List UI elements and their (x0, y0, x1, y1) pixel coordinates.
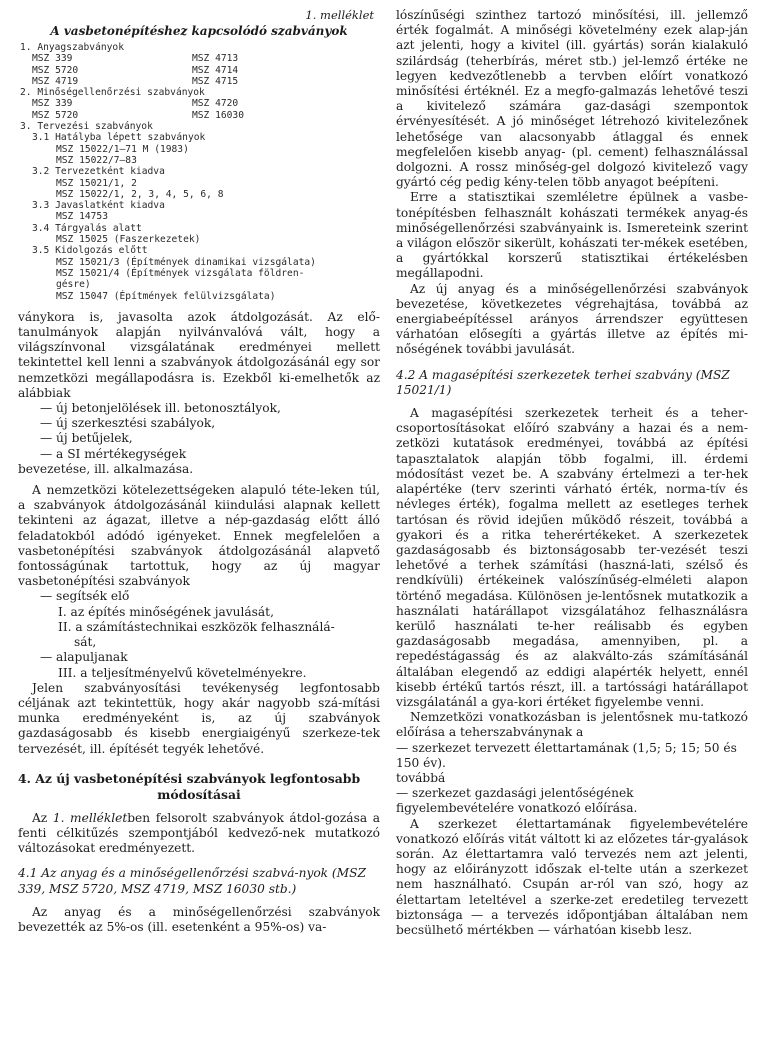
list-item: — alapuljanak (40, 650, 128, 665)
list-row: MSZ 5720 MSZ 16030 (32, 109, 244, 121)
right-column (396, 8, 748, 938)
list-continuation: figyelembevételére vonatkozó előírása. (396, 801, 638, 816)
list-row: MSZ 4719 MSZ 4715 (32, 75, 239, 87)
list-item: — a SI mértékegységek (40, 446, 187, 461)
paragraph: lószínűségi szinthez tartozó minősítési, ill. jellemző érték fogalmát. A minőségi követelmény ezek alap-ján azt jelenti, hogy a kivitel (ill. gyártás) során kialakuló szilárdság (teherbírás, méret stb.) jel-lemző értéke ne legyen kedvezőtlenebb a tervben előírt vonatkozó minősítési értéknél. Ez a megfo-galmazás lehetővé teszi a kivitelező számára gaz-dasági szempontok érvényesítését. A jó minőséget létrehozó kivitelezőnek lehetősége van alacsonyabb átlaggal és ennek megfelelően kisebb anyag- (pl. cement) felhasználással dolgozni. A rossz minőség-gel dolgozó kivitelező vagy gyártó cég pedig kény-telen több anyagot beépíteni. (396, 8, 748, 190)
group-heading: 3. Tervezési szabványok (20, 121, 153, 133)
paragraph: Az anyag és a minőségellenőrzési szabványok bevezették az 5%-os (ill. esetenként a 95%-os) va- (18, 904, 380, 934)
standards-list (18, 42, 380, 302)
paragraph: A szerkezet élettartamának figyelembevételére vonatkozó előírás vitát váltott ki az előzetes tár-gyalások során. Az élettartamra való tervezés nem azt jelenti, hogy az előirányzott időszak el-telte után a szerkezet nem használható. Csupán ar-ról van szó, hogy az élettartam leteltével a szerke-zet eredetileg tervezett biztonsága — a tervezés időpontjában általában nem becsülhető mértékben — várhatóan kisebb lesz. (396, 816, 748, 937)
list-connector: továbbá (396, 770, 446, 785)
standards-list-title: A vasbetonépítéshez kapcsolódó szabványok (50, 24, 348, 38)
list-item: — szerkezet gazdasági jelentőségének (396, 786, 634, 801)
list-item: MSZ 15021/1, 2 (56, 177, 137, 189)
group-heading: 2. Minőségellenőrzési szabványok (20, 87, 205, 99)
subsection-heading: 4.2 A magasépítési szerkezetek terhei szabvány (MSZ 15021/1) (396, 367, 730, 397)
subgroup-heading: 3.2 Tervezetként kiadva (32, 166, 165, 178)
list-row: MSZ 5720 MSZ 4714 (32, 64, 239, 76)
subgroup-heading: 3.1 Hatályba lépett szabványok (32, 132, 206, 144)
section-heading: 4. Az új vasbetonépítési szabványok legfontosabb (18, 770, 361, 786)
list-row: MSZ 339 MSZ 4713 (32, 53, 239, 65)
list-item: MSZ 15022/7—83 (56, 154, 137, 166)
paragraph: Az új anyag és a minőségellenőrzési szabványok bevezetése, következetes végrehajtása, továbbá az energiabeépítéssel arányos árrendszer együttesen várhatóan elősegíti a gyártás illetve az építés mi-nőségének további javulását. (396, 281, 748, 357)
list-item: MSZ 15021/3 (Építmények dinamikai vizsgálata) (56, 256, 316, 268)
list-item: MSZ 15047 (Építmények felülvizsgálata) (56, 290, 276, 302)
list-item: MSZ 15022/1, 2, 3, 4, 5, 6, 8 (56, 188, 224, 200)
list-item-continuation: gésre) (56, 279, 91, 291)
paragraph: ványkora is, javasolta azok átdolgozását. Az elő-tanulmányok alapján nyilvánvalóvá vált, hogy a világszínvonal vizsgálatának eredményei mellett tekintettel kell lenni a szabványok átdolgozásánál egy sor nemzetközi megállapodásra is. Ezekből ki-emelhetők az alábbiak (18, 309, 380, 400)
list-continuation: bevezetése, ill. alkalmazása. (18, 461, 194, 476)
list-item: III. a teljesítményelvű követelményekre. (58, 665, 307, 680)
list-item: MSZ 15025 (Faszerkezetek) (56, 234, 201, 246)
subgroup-heading: 3.4 Tárgyalás alatt (32, 222, 142, 234)
left-column (18, 8, 380, 935)
list-item: — új szerkesztési szabályok, (40, 416, 216, 431)
list-item: — új betűjelek, (40, 431, 133, 446)
list-item: MSZ 15021/4 (Építmények vizsgálata földren- (56, 267, 305, 279)
list-item: MSZ 14753 (56, 211, 108, 223)
list-row: MSZ 339 MSZ 4720 (32, 98, 239, 110)
list-item: — új betonjelölések ill. betonosztályok, (40, 401, 281, 416)
paragraph: Erre a statisztikai szemléletre épülnek a vasbe-tonépítésben felhasznált kohászati termékek anyag-és minőségellenőrzési szabványaink is. Ismereteink szerint a világon először sikerült, kohászati ter-mékek esetében, a gyártókkal korszerű statisztikai értékelésben megállapodni. (396, 190, 748, 281)
annex-label: 1. melléklet (305, 8, 374, 22)
list-item-continuation: sát, (74, 635, 97, 650)
subsection-heading: 4.1 Az anyag és a minőségellenőrzési szabvá-nyok (MSZ 339, MSZ 5720, MSZ 4719, MSZ 16030 stb.) (18, 866, 366, 896)
list-item: — segítsék elő (40, 589, 130, 604)
list-item: I. az építés minőségének javulását, (58, 604, 274, 619)
list-item: MSZ 15022/1—71 M (1983) (56, 143, 189, 155)
subgroup-heading: 3.3 Javaslatként kiadva (32, 200, 165, 212)
paragraph: Jelen szabványosítási tevékenység legfontosabb céljának azt tekintettük, hogy akár nagyobb szá-mítási munka eredményeként is, az új szabványok gazdaságosabb és kisebb energiaigényű szerkeze-tek tervezését, ill. építését tegyék lehetővé. (18, 680, 380, 756)
paragraph: Nemzetközi vonatkozásban is jelentősnek mu-tatkozó előírása a teherszabványnak a (396, 710, 748, 740)
list-item: II. a számítástechnikai eszközök felhasználá- (58, 619, 335, 634)
paragraph: Az 1. mellékletben felsorolt szabványok átdol-gozása a fenti célkitűzés szempontjából kedvező-nek mutatkozó változásokat eredményezett. (18, 810, 380, 856)
section-heading-continuation: módosításai (157, 786, 241, 802)
list-item: — szerkezet tervezett élettartamának (1,5; 5; 15; 50 és 150 év). (396, 740, 737, 770)
subgroup-heading: 3.5 Kidolgozás előtt (32, 245, 148, 257)
paragraph: A magasépítési szerkezetek terheit és a teher-csoportosításokat előíró szabvány a hazai és a nem-zetközi kutatások eredményei, továbbá az építési tapasztalatok alapján több fogalmi, ill. érdemi módosítást vezet be. A szabvány értelmezi a ter-hek alapértéke (terv szerinti várható érték, norma-tív és névleges érték), fogalma mellett az esetleges terhek tartósan és rövid idejűen működő részeit, továbbá a gyakori és a ritka teherértékeket. A szerkezetek gazdaságosabb és biztonságosabb ter-vezését teszi lehetővé a terhek számítási (haszná-lati, szélső és rendkívüli) értékeinek valószínűség-elméleti alapon történő megadása. Különösen je-lentősnek mutatkozik a használati határállapot vizsgálatához felhasználásra kerülő használati te-her reálisabb és egyben gazdaságosabb megadása, amennyiben, pl. a repedéstágasság és az alakválto-zás számításánál általában elegendő az eddigi alapérték helyett, ennél kisebb értékű tartós részt, ill. a tartóssági határállapot vizsgálatánál a gya-kori értéket figyelembe venni. (396, 406, 748, 709)
paragraph: A nemzetközi kötelezettségeken alapuló téte-leken túl, a szabványok átdolgozásánál kiindulási alapnak kellett tekinteni az ágazat, illetve a nép-gazdaság előtt álló feladatokból adódó igényeket. Ennek megfelelően a vasbetonépítési szabványok átdolgozásánál alapvető fontosságúnak tartottuk, hogy az új magyar vasbetonépítési szabványok (18, 483, 380, 589)
group-heading: 1. Anyagszabványok (20, 42, 124, 53)
